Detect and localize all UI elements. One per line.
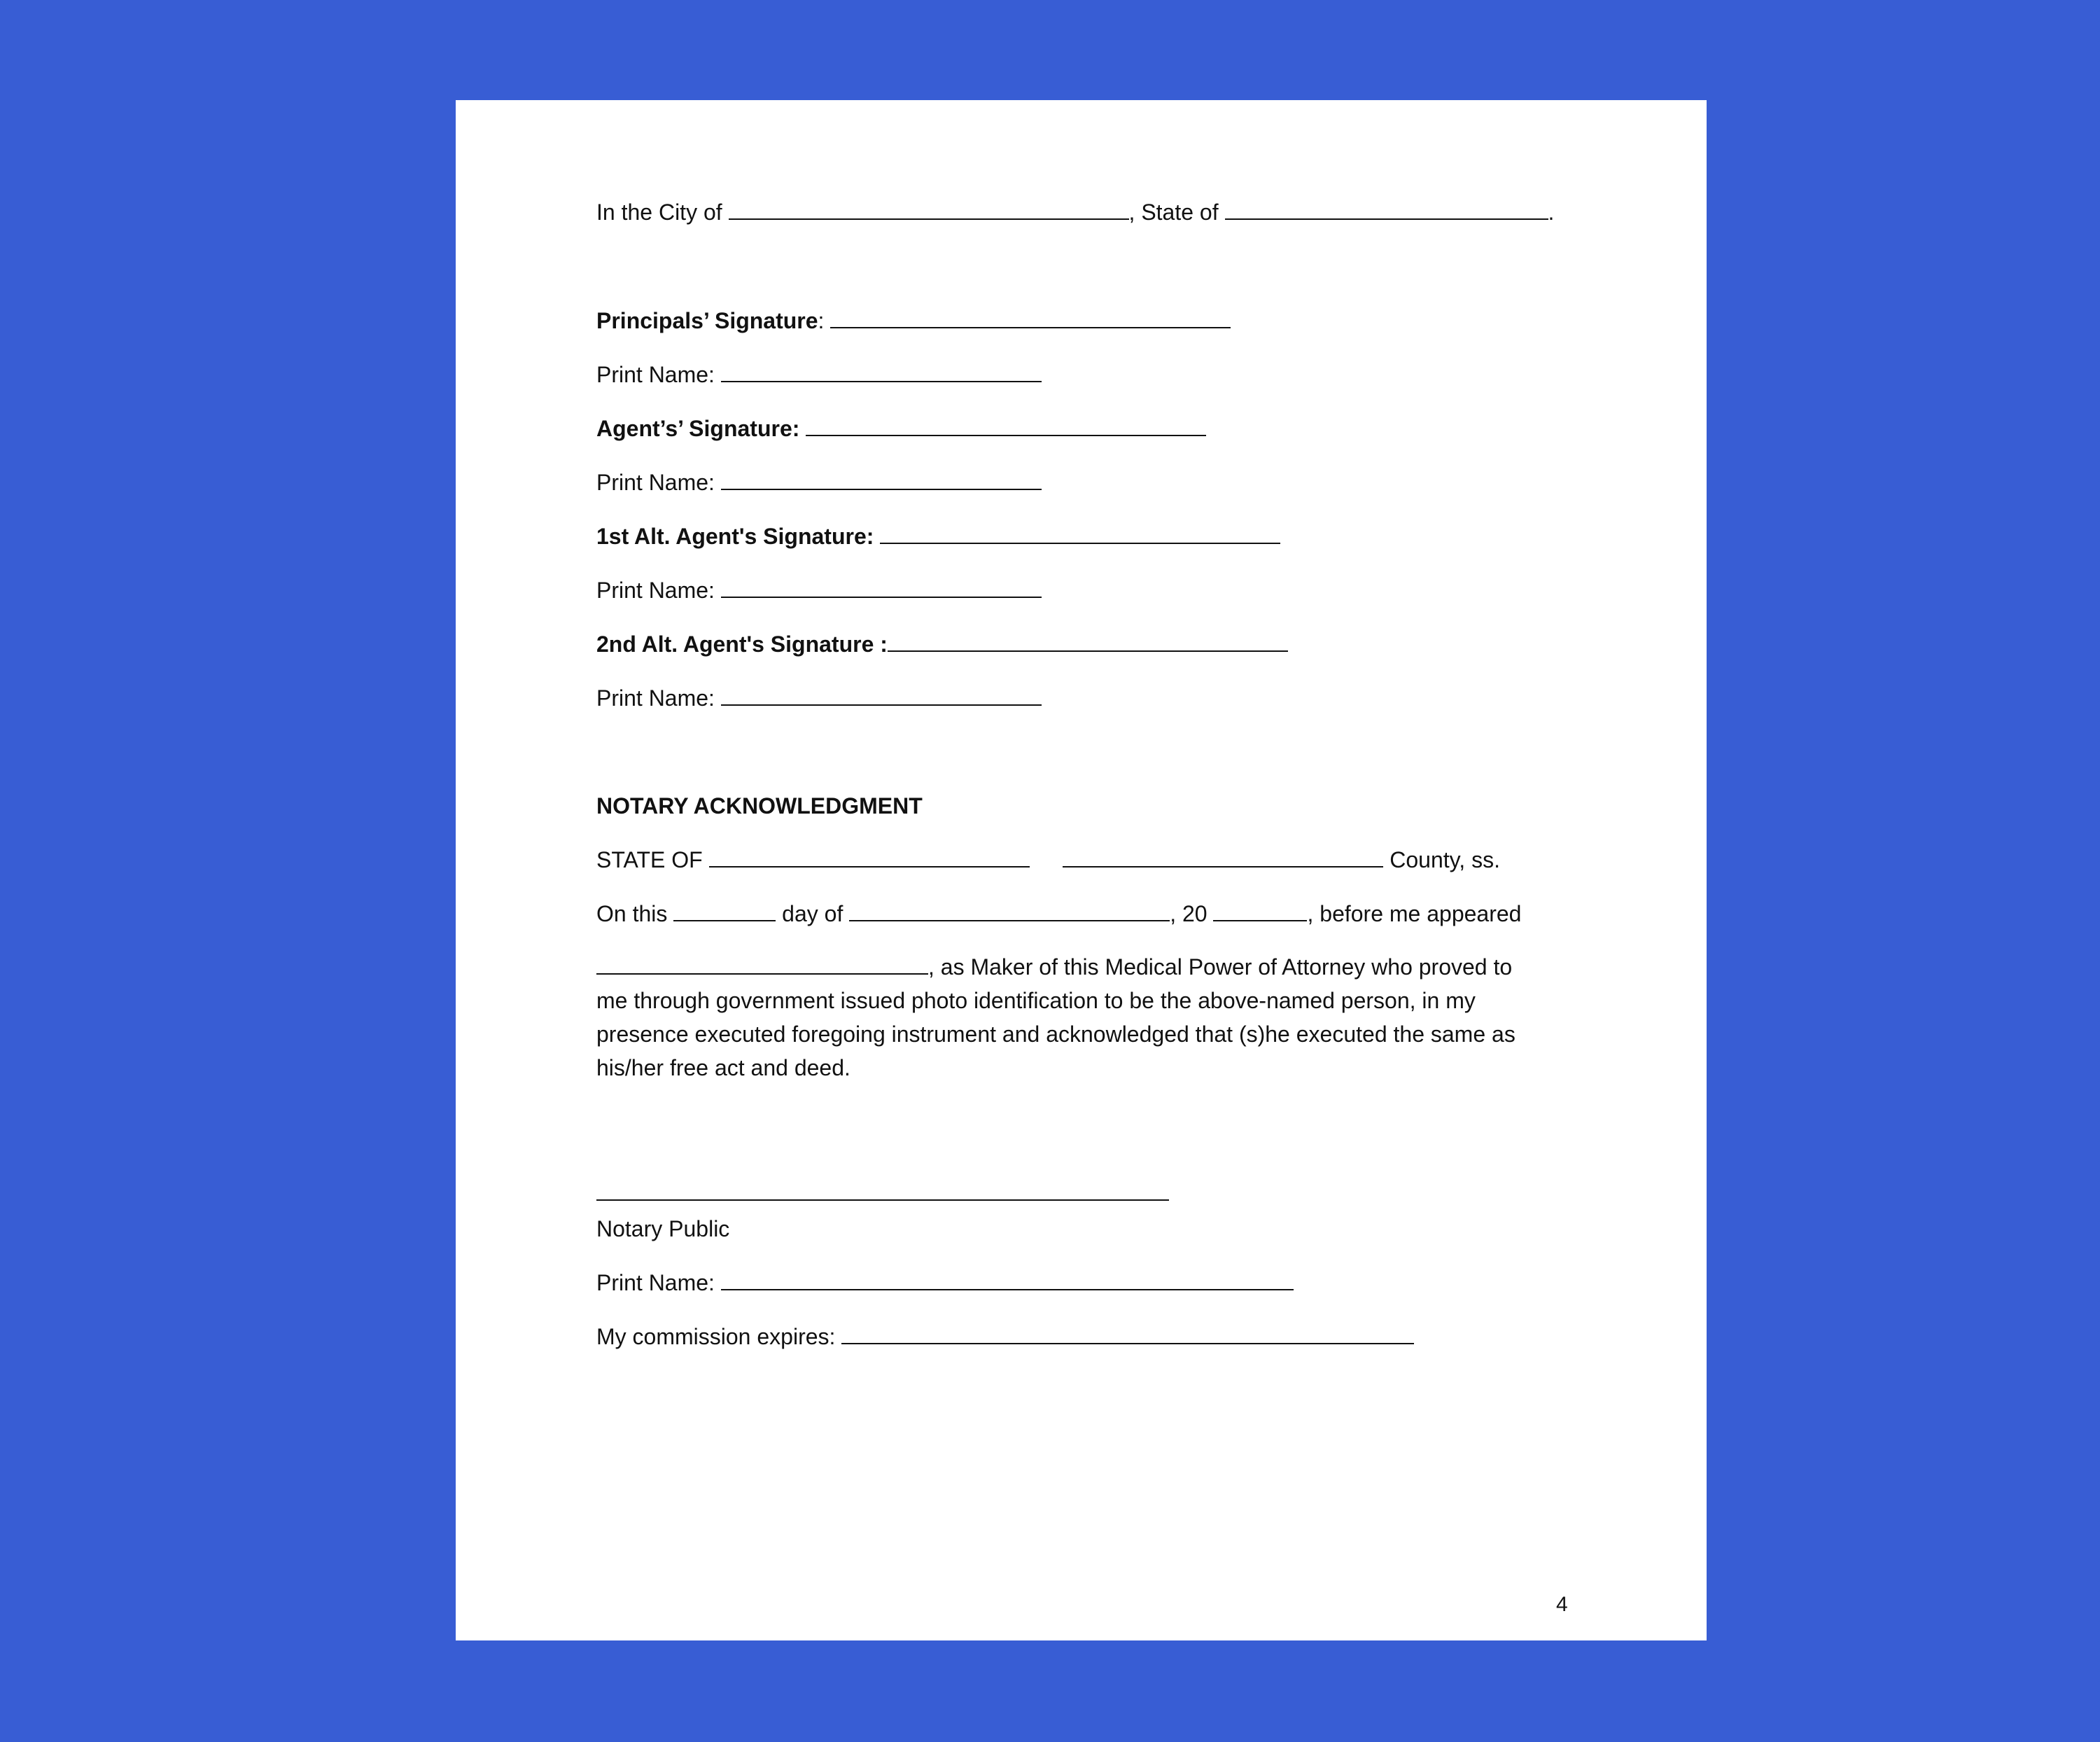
- notary-date-line: [596, 900, 1521, 928]
- print-name-label: Print Name:: [596, 1270, 715, 1295]
- agent-signature-line: [596, 414, 1206, 443]
- agent-print-name-field[interactable]: [721, 469, 1042, 490]
- notary-signature-field[interactable]: [596, 1178, 1169, 1201]
- on-this-label: On this: [596, 901, 668, 926]
- print-name-label: Print Name:: [596, 578, 715, 603]
- state-of-label: STATE OF: [596, 847, 703, 872]
- state-label: , State of: [1128, 200, 1219, 225]
- principal-print-name-line: [596, 361, 1042, 389]
- location-line: [596, 198, 1554, 226]
- alt1-print-name-line: [596, 576, 1042, 604]
- notary-county-field[interactable]: [1063, 846, 1383, 867]
- notary-year-field[interactable]: [1213, 900, 1307, 921]
- day-of-label: day of: [782, 901, 844, 926]
- agent-signature-label: Agent’s’ Signature:: [596, 416, 800, 441]
- before-me-label: , before me appeared: [1307, 901, 1522, 926]
- city-field[interactable]: [729, 199, 1129, 220]
- notary-heading: NOTARY ACKNOWLEDGMENT: [596, 793, 923, 818]
- alt1-signature-label: 1st Alt. Agent's Signature:: [596, 524, 874, 549]
- agent-signature-field[interactable]: [806, 415, 1206, 436]
- notary-public-label: Notary Public: [596, 1216, 730, 1241]
- year-prefix-label: , 20: [1170, 901, 1208, 926]
- maker-text: , as Maker of this Medical Power of Attorney who proved to me through government issued photo identification to be the above-named person, in my presence executed foregoing instrument and acknowledged that (s)he executed the same as his/her free act and deed.: [596, 954, 1516, 1080]
- commission-line: [596, 1323, 1414, 1351]
- notary-day-field[interactable]: [673, 900, 776, 921]
- print-name-label: Print Name:: [596, 685, 715, 711]
- alt2-print-name-field[interactable]: [721, 685, 1042, 706]
- county-label: County, ss.: [1390, 847, 1500, 872]
- principal-print-name-field[interactable]: [721, 361, 1042, 382]
- notary-month-field[interactable]: [849, 900, 1170, 921]
- notary-maker-paragraph: [596, 950, 1548, 1085]
- commission-field[interactable]: [841, 1323, 1414, 1344]
- alt2-signature-line: [596, 630, 1288, 658]
- print-name-label: Print Name:: [596, 470, 715, 495]
- city-label: In the City of: [596, 200, 722, 225]
- principal-signature-field[interactable]: [830, 307, 1231, 328]
- agent-print-name-line: [596, 468, 1042, 496]
- end-punctuation: .: [1548, 200, 1555, 225]
- principal-signature-colon: :: [818, 308, 825, 333]
- principal-signature-label: Principals’ Signature: [596, 308, 818, 333]
- alt1-print-name-field[interactable]: [721, 577, 1042, 598]
- notary-state-field[interactable]: [709, 846, 1030, 867]
- commission-label: My commission expires:: [596, 1324, 836, 1349]
- alt2-signature-label: 2nd Alt. Agent's Signature :: [596, 632, 888, 657]
- notary-state-county-line: [596, 846, 1500, 874]
- alt1-signature-field[interactable]: [880, 523, 1280, 544]
- page-number: 4: [1556, 1593, 1568, 1616]
- print-name-label: Print Name:: [596, 362, 715, 387]
- document-page: [456, 100, 1707, 1640]
- maker-name-field[interactable]: [596, 954, 928, 975]
- principal-signature-line: [596, 307, 1231, 335]
- notary-print-name-line: [596, 1269, 1294, 1297]
- alt2-print-name-line: [596, 684, 1042, 712]
- state-field[interactable]: [1225, 199, 1548, 220]
- notary-print-name-field[interactable]: [721, 1269, 1294, 1290]
- alt2-signature-field[interactable]: [888, 631, 1288, 652]
- alt1-signature-line: [596, 522, 1280, 550]
